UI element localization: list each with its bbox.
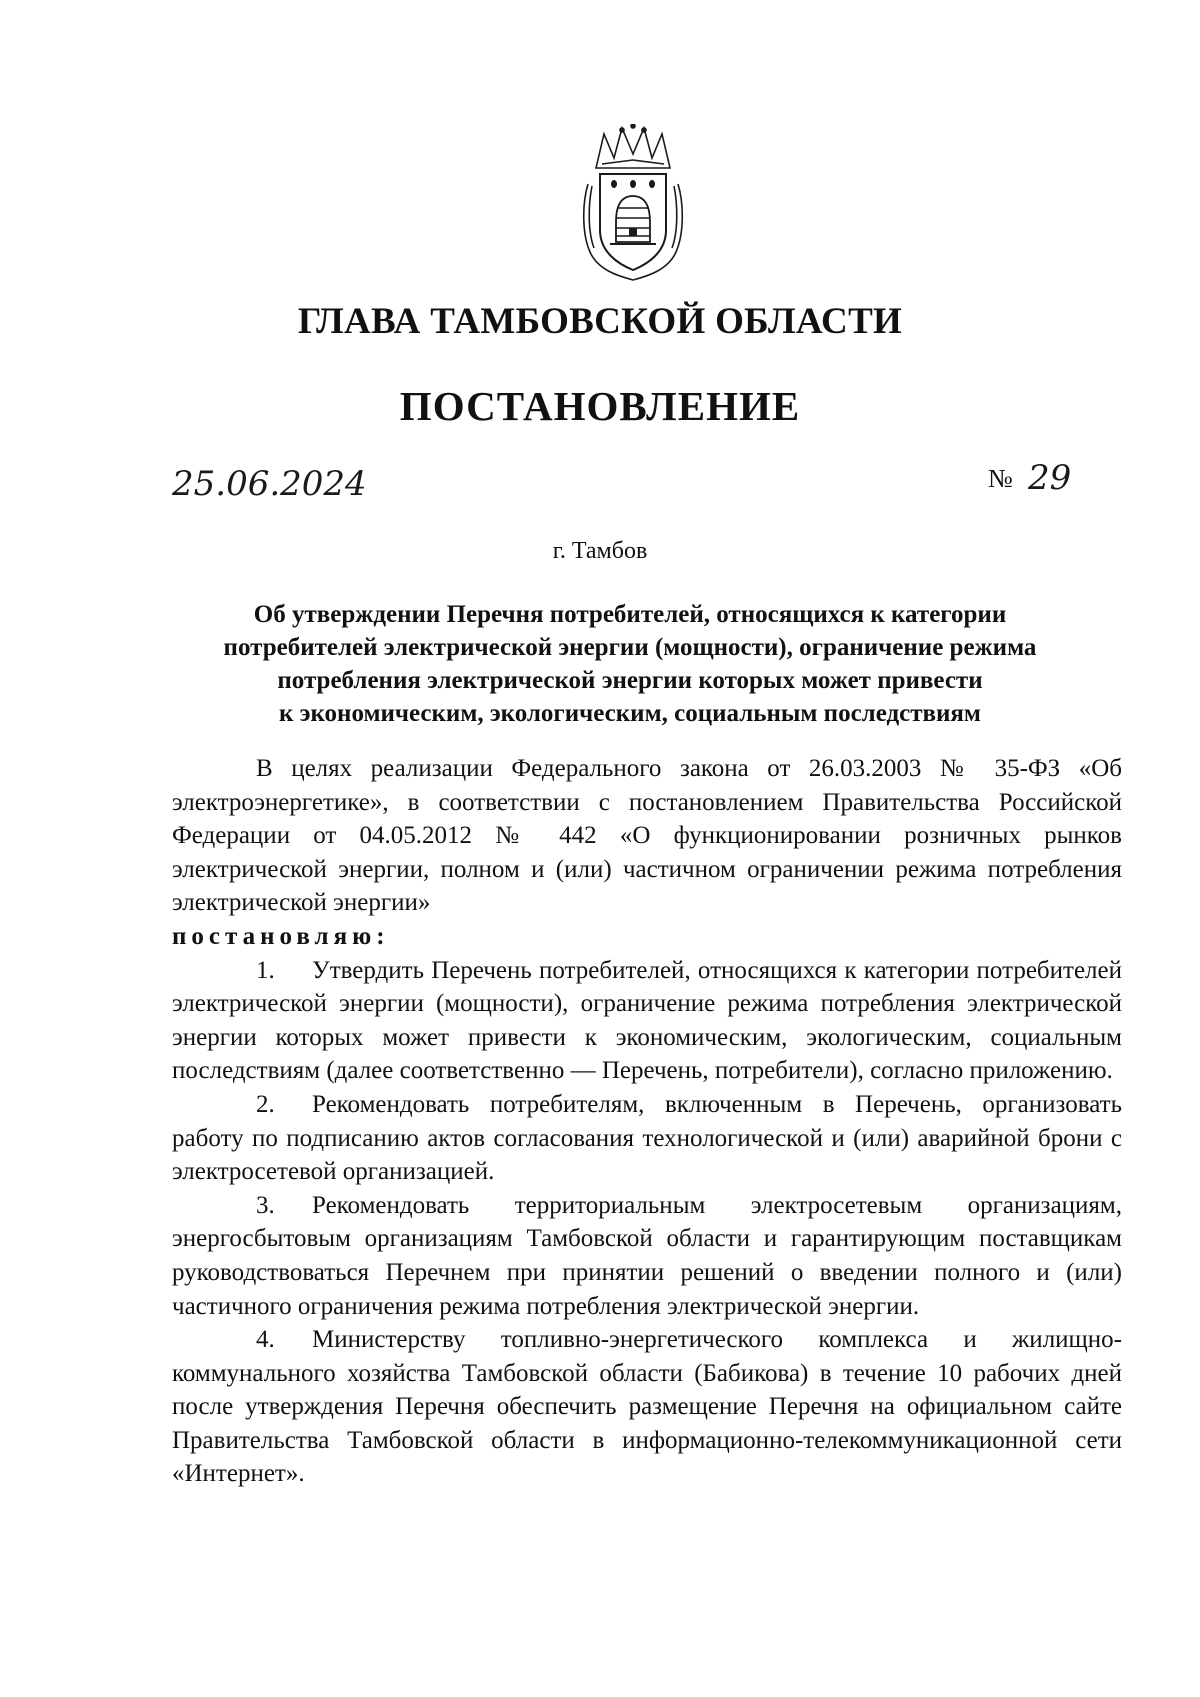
- subject-line: потребителей электрической энергии (мощности), ограничение режима: [223, 634, 1037, 661]
- document-body: [172, 752, 1122, 1491]
- subject-line: к экономическим, экологическим, социальным последствиям: [279, 700, 981, 727]
- document-subject: [150, 598, 1110, 730]
- subject-line: Об утверждении Перечня потребителей, относящихся к категории: [253, 601, 1007, 628]
- item-text: Утвердить Перечень потребителей, относящихся к категории потребителей электрической энергии (мощности), ограничение режима потребления электрической энергии которых может привести к экономическим, экологическим, социальным последствиям (далее соответственно — Перечень, потребители), согласно приложению.: [172, 956, 1122, 1085]
- item-number: 3.: [256, 1191, 275, 1219]
- subject-line: потребления электрической энергии которых может привести: [277, 667, 983, 694]
- coat-of-arms-icon: [582, 124, 684, 282]
- item-number: 4.: [256, 1326, 275, 1354]
- number-sign: №: [988, 464, 1013, 493]
- list-item: [172, 1323, 1122, 1491]
- document-date: 25.06.2024: [172, 464, 367, 504]
- decree-word: постановляю:: [172, 922, 390, 950]
- preamble: В целях реализации Федерального закона от 26.03.2003 № 35-ФЗ «Об электроэнергетике», в соответствии с постановлением Правительства Российской Федерации от 04.05.2012 № 442 «О функционировании розничных рынков электрической энергии, полном и (или) частичном ограничении режима потребления электрической энергии»: [172, 755, 1122, 917]
- city: г. Тамбов: [552, 538, 648, 564]
- document-number: 29: [1028, 458, 1072, 498]
- list-item: [172, 954, 1122, 1088]
- item-text: Рекомендовать потребителям, включенным в Перечень, организовать работу по подписанию актов согласования технологической и (или) аварийной брони с электросетевой организацией.: [172, 1090, 1122, 1186]
- item-text: Рекомендовать территориальным электросетевым организациям, энергосбытовым организациям Тамбовской области и гарантирующим поставщикам руководствоваться Перечнем при принятии решений о введении полного и (или) частичного ограничения режима потребления электрической энергии.: [172, 1191, 1122, 1320]
- org-title: ГЛАВА ТАМБОВСКОЙ ОБЛАСТИ: [297, 301, 903, 342]
- document-type: ПОСТАНОВЛЕНИЕ: [399, 383, 801, 429]
- item-number: 2.: [256, 1090, 275, 1118]
- item-text: Министерству топливно-энергетического комплекса и жилищно-коммунального хозяйства Тамбовской области (Бабикова) в течение 10 рабочих дней после утверждения Перечня обеспечить размещение Перечня на официальном сайте Правительства Тамбовской области в информационно-телекоммуникационной сети «Интернет».: [172, 1326, 1122, 1488]
- list-item: [172, 1088, 1122, 1189]
- list-item: [172, 1189, 1122, 1323]
- item-number: 1.: [256, 956, 275, 984]
